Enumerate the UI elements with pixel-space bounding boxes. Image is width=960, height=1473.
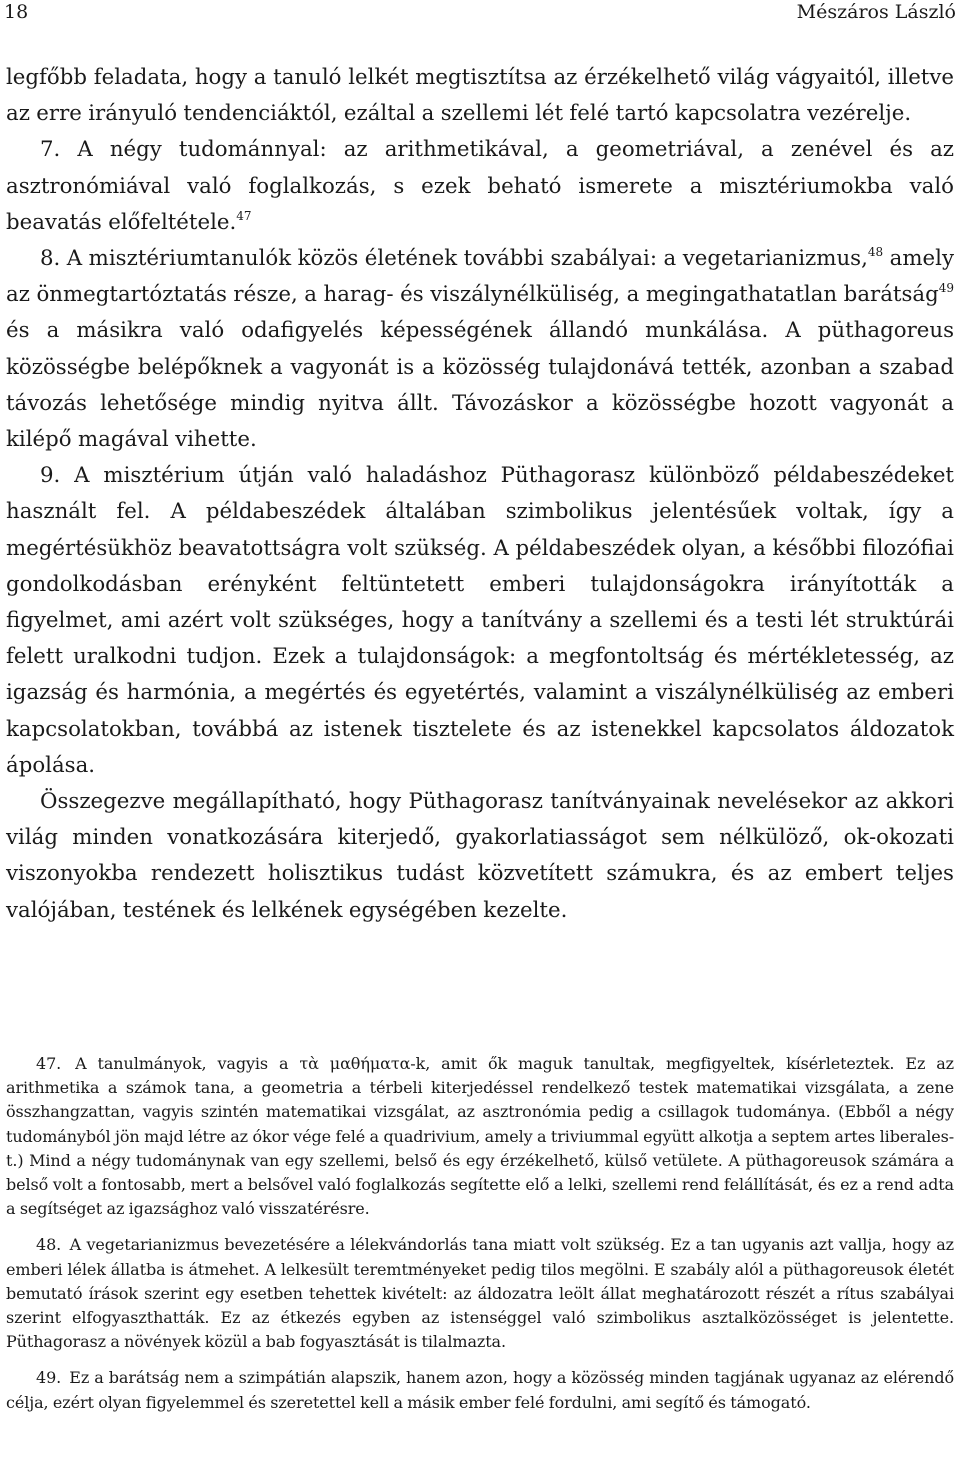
- paragraph-item-8: [6, 241, 954, 458]
- footnote-ref-49: 49: [938, 281, 954, 296]
- footnote-ref-48: 48: [867, 245, 884, 260]
- paragraph-summary: [6, 784, 954, 929]
- page-header: [4, 0, 956, 26]
- paragraph-text: amely az önmegtartóztatás része, a harag- és viszálynélküliség, a megingathatatlan barátság: [6, 246, 954, 308]
- page-number: 18: [4, 1, 29, 23]
- paragraph-item-7: [6, 132, 954, 241]
- paragraph-text: legfőbb feladata, hogy a tanuló lelkét megtisztítsa az érzékelhető világ vágyaitól, illetve az erre irányuló tendenciáktól, ezáltal a szellemi lét felé tartó kapcsolatra vezérelje.: [6, 65, 954, 127]
- paragraph-text: Összegezve megállapítható, hogy Püthagorasz tanítványainak nevelésekor az akkori világ minden vonatkozására kiterjedő, gyakorlatiasságot sem nélkülöző, ok-okozati viszonyokba rendezett holisztikus tudást közvetített számukra, és az embert teljes valójában, testének és lelkének egységében kezelte.: [6, 789, 954, 923]
- paragraph-text: 7. A négy tudománnyal: az arithmetikával, a geometriával, a zenével és az asztronómiával való foglalkozás, s ezek beható ismerete a misztériumokba való beavatás előfeltétele.: [6, 137, 954, 235]
- footnote-number: 47.: [36, 1054, 62, 1073]
- footnote-number: 49.: [36, 1368, 62, 1388]
- footnote-number: 48.: [36, 1235, 62, 1255]
- footnote-text: A vegetarianizmus bevezetésére a lélekvándorlás tana miatt volt szükség. Ez a tan ugyanis azt vallja, hogy az emberi lélek állatba is átmehet. A lelkesült teremtményeket pedig tilos megölni. E szabály alól a püthagoreusok életét bemutató írások szerint egy esetben tehettek kivételt: az áldozatra leölt állat meghatározott részét a rítus szabályai szerint elfogyaszthatták. Ez az étkezés egyben az istenséggel való szimbolikus asztalközösséget is jelentette. Püthagorasz a növények közül a bab fogyasztását is tilalmazta.: [6, 1235, 954, 1352]
- footnote-text: Ez a barátság nem a szimpátián alapszik, hanem azon, hogy a közösség minden tagjának ugyanaz az elérendő célja, ezért olyan figyelemmel és szeretettel kell a másik ember felé fordulni, ami segítő és támogató.: [6, 1368, 955, 1412]
- footnote-49: [6, 1366, 954, 1414]
- footnote-ref-47: 47: [236, 208, 252, 223]
- running-head-author: Mészáros László: [796, 1, 956, 23]
- footnote-47: [6, 1052, 954, 1221]
- paragraph-item-9: [6, 458, 954, 784]
- footnote-48: [6, 1233, 954, 1354]
- paragraph-text: és a másikra való odafigyelés képességének állandó munkálása. A püthagoreus közösségbe belépőknek a vagyonát is a közösség tulajdonává tették, azonban a szabad távozás lehetősége mindig nyitva állt. Távozáskor a közösségbe hozott vagyonát a kilépő magával vihette.: [6, 318, 954, 453]
- paragraph-continuation: [6, 60, 954, 132]
- footnotes-section: [6, 1052, 954, 1427]
- paragraph-text: 8. A misztériumtanulók közös életének további szabályai: a vegetarianizmus,: [40, 246, 868, 272]
- paragraph-text: 9. A misztérium útján való haladáshoz Püthagorasz különböző példabeszédeket használt fel. A példabeszédek általában szimbolikus jelentésűek voltak, így a megértésükhöz beavatottságra volt szükség. A példabeszédek olyan, a későbbi filozófiai gondolkodásban erényként feltüntetett emberi tulajdonságokra irányították a figyelmet, ami azért volt szükséges, hogy a tanítvány a szellemi és a testi lét struktúrái felett uralkodni tudjon. Ezek a tulajdonságok: a megfontoltság és mértékletesség, az igazság és harmónia, a megértés és egyetértés, valamint a viszálynélküliség az emberi kapcsolatokban, továbbá az istenek tisztelete és az istenekkel kapcsolatos áldozatok ápolása.: [6, 463, 954, 778]
- main-text: [6, 60, 954, 929]
- footnote-text: A tanulmányok, vagyis a τὰ μαθήματα-k, amit ők maguk tanultak, megfigyeltek, kísérleteztek. Ez az arithmetika a számok tana, a geometria a térbeli kiterjedéssel rendelkező testek matematikai vizsgálata, a zene összhangzattan, vagyis szintén matematikai vizsgálat, az asztronómia pedig a csillagok tudománya. (Ebből a négy tudományból jön majd létre az ókor vége felé a quadrivium, amely a triviummal együtt alkotja a septem artes liberales-t.) Mind a négy tudománynak van egy szellemi, belső és egy érzékelhető, külső vetülete. A püthagoreusok számára a belső volt a fontosabb, mert a belsővel való foglalkozás segítette elő a lelki, szellemi rend felállítását, és ez a rend adta a segítséget az igazsághoz való visszatérésre.: [6, 1054, 954, 1219]
